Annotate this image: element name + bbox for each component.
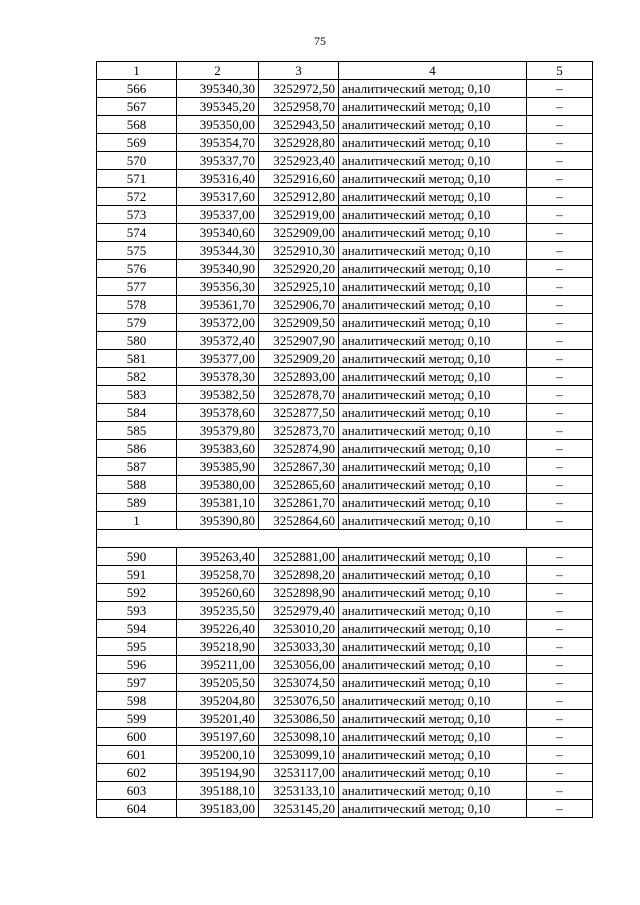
- table-row: [97, 476, 593, 494]
- table-cell: аналитический метод; 0,10: [339, 134, 527, 152]
- table-cell: 3253074,50: [259, 674, 339, 692]
- table-cell: аналитический метод; 0,10: [339, 440, 527, 458]
- table-cell: 3252893,00: [259, 368, 339, 386]
- coordinates-table-body: [97, 62, 593, 818]
- coordinates-table: [96, 61, 593, 818]
- table-row: [97, 242, 593, 260]
- table-cell: аналитический метод; 0,10: [339, 638, 527, 656]
- table-cell: 3252873,70: [259, 422, 339, 440]
- table-cell: 599: [97, 710, 177, 728]
- table-cell: –: [527, 548, 593, 566]
- table-cell: аналитический метод; 0,10: [339, 296, 527, 314]
- table-cell: 577: [97, 278, 177, 296]
- table-cell: 3253033,30: [259, 638, 339, 656]
- table-row: [97, 512, 593, 530]
- table-cell: 581: [97, 350, 177, 368]
- table-cell: 3252925,10: [259, 278, 339, 296]
- table-cell: 3252923,40: [259, 152, 339, 170]
- table-cell: 395337,70: [177, 152, 259, 170]
- table-cell: аналитический метод; 0,10: [339, 224, 527, 242]
- table-cell: 3252928,80: [259, 134, 339, 152]
- table-cell: 3252919,00: [259, 206, 339, 224]
- table-cell: –: [527, 584, 593, 602]
- table-cell: 3252909,50: [259, 314, 339, 332]
- table-cell: аналитический метод; 0,10: [339, 602, 527, 620]
- table-row: [97, 566, 593, 584]
- table-cell: 3252877,50: [259, 404, 339, 422]
- table-cell: 570: [97, 152, 177, 170]
- table-cell: –: [527, 224, 593, 242]
- table-row: [97, 692, 593, 710]
- table-cell: 395260,60: [177, 584, 259, 602]
- table-cell: –: [527, 242, 593, 260]
- table-cell: 580: [97, 332, 177, 350]
- table-cell: аналитический метод; 0,10: [339, 692, 527, 710]
- table-cell: 3253086,50: [259, 710, 339, 728]
- table-row: [97, 602, 593, 620]
- table-row: [97, 710, 593, 728]
- table-row: [97, 116, 593, 134]
- table-cell: 395378,60: [177, 404, 259, 422]
- table-cell: 568: [97, 116, 177, 134]
- table-row: [97, 548, 593, 566]
- table-cell: 600: [97, 728, 177, 746]
- table-cell: 395183,00: [177, 800, 259, 818]
- table-cell: 395354,70: [177, 134, 259, 152]
- table-cell: 395345,20: [177, 98, 259, 116]
- table-cell: 395204,80: [177, 692, 259, 710]
- table-cell: 3253117,00: [259, 764, 339, 782]
- table-cell: 395378,30: [177, 368, 259, 386]
- table-cell: 582: [97, 368, 177, 386]
- table-cell: 3252861,70: [259, 494, 339, 512]
- table-row: [97, 170, 593, 188]
- table-cell: 395372,40: [177, 332, 259, 350]
- table-cell: аналитический метод; 0,10: [339, 620, 527, 638]
- table-cell: аналитический метод; 0,10: [339, 80, 527, 98]
- table-cell: –: [527, 746, 593, 764]
- table-cell: –: [527, 188, 593, 206]
- table-cell: 566: [97, 80, 177, 98]
- table-cell: 395350,00: [177, 116, 259, 134]
- table-row: [97, 494, 593, 512]
- table-cell: 3253076,50: [259, 692, 339, 710]
- table-row: [97, 458, 593, 476]
- table-cell: аналитический метод; 0,10: [339, 800, 527, 818]
- table-row: [97, 638, 593, 656]
- table-cell: 601: [97, 746, 177, 764]
- table-cell: –: [527, 404, 593, 422]
- table-cell: 395379,80: [177, 422, 259, 440]
- table-cell: 395390,80: [177, 512, 259, 530]
- table-cell: 597: [97, 674, 177, 692]
- table-cell: 595: [97, 638, 177, 656]
- table-cell: 1: [97, 512, 177, 530]
- table-row: [97, 764, 593, 782]
- table-cell: 571: [97, 170, 177, 188]
- table-cell: 3253010,20: [259, 620, 339, 638]
- table-cell: аналитический метод; 0,10: [339, 728, 527, 746]
- table-header-row: [97, 62, 593, 80]
- table-cell: 3252881,00: [259, 548, 339, 566]
- table-row: [97, 152, 593, 170]
- table-cell: 395235,50: [177, 602, 259, 620]
- table-cell: 395340,90: [177, 260, 259, 278]
- table-cell: аналитический метод; 0,10: [339, 494, 527, 512]
- table-cell: –: [527, 620, 593, 638]
- table-cell: 395340,60: [177, 224, 259, 242]
- table-row: [97, 800, 593, 818]
- table-row: [97, 296, 593, 314]
- separator-row: [97, 530, 593, 548]
- table-cell: 3252906,70: [259, 296, 339, 314]
- table-cell: 395201,40: [177, 710, 259, 728]
- column-header: 2: [177, 62, 259, 80]
- table-cell: 395263,40: [177, 548, 259, 566]
- table-cell: 588: [97, 476, 177, 494]
- table-cell: 3252878,70: [259, 386, 339, 404]
- table-cell: 604: [97, 800, 177, 818]
- table-cell: аналитический метод; 0,10: [339, 458, 527, 476]
- separator-cell: [97, 530, 593, 548]
- table-cell: –: [527, 458, 593, 476]
- table-cell: аналитический метод; 0,10: [339, 548, 527, 566]
- table-cell: 583: [97, 386, 177, 404]
- table-cell: 579: [97, 314, 177, 332]
- table-row: [97, 224, 593, 242]
- table-row: [97, 314, 593, 332]
- table-cell: 395361,70: [177, 296, 259, 314]
- table-cell: 567: [97, 98, 177, 116]
- table-cell: аналитический метод; 0,10: [339, 674, 527, 692]
- table-row: [97, 584, 593, 602]
- table-cell: 395372,00: [177, 314, 259, 332]
- table-cell: –: [527, 170, 593, 188]
- page-number: 75: [314, 34, 326, 48]
- table-cell: 395258,70: [177, 566, 259, 584]
- table-cell: 395383,60: [177, 440, 259, 458]
- table-cell: –: [527, 764, 593, 782]
- table-cell: 395218,90: [177, 638, 259, 656]
- table-cell: 3252958,70: [259, 98, 339, 116]
- table-cell: –: [527, 368, 593, 386]
- table-cell: –: [527, 98, 593, 116]
- table-cell: аналитический метод; 0,10: [339, 404, 527, 422]
- table-cell: 395380,00: [177, 476, 259, 494]
- table-row: [97, 80, 593, 98]
- table-cell: 395188,10: [177, 782, 259, 800]
- table-cell: аналитический метод; 0,10: [339, 584, 527, 602]
- table-cell: 395211,00: [177, 656, 259, 674]
- table-cell: –: [527, 638, 593, 656]
- table-cell: аналитический метод; 0,10: [339, 764, 527, 782]
- table-cell: –: [527, 134, 593, 152]
- table-cell: 575: [97, 242, 177, 260]
- table-cell: –: [527, 350, 593, 368]
- table-row: [97, 278, 593, 296]
- table-cell: –: [527, 314, 593, 332]
- table-cell: 593: [97, 602, 177, 620]
- table-cell: –: [527, 116, 593, 134]
- table-cell: 3253145,20: [259, 800, 339, 818]
- table-cell: аналитический метод; 0,10: [339, 566, 527, 584]
- table-cell: –: [527, 566, 593, 584]
- table-cell: аналитический метод; 0,10: [339, 476, 527, 494]
- table-cell: 603: [97, 782, 177, 800]
- table-cell: аналитический метод; 0,10: [339, 188, 527, 206]
- table-cell: аналитический метод; 0,10: [339, 314, 527, 332]
- table-cell: –: [527, 278, 593, 296]
- table-cell: 3252864,60: [259, 512, 339, 530]
- table-cell: –: [527, 440, 593, 458]
- table-cell: –: [527, 152, 593, 170]
- table-row: [97, 620, 593, 638]
- table-cell: 3252912,80: [259, 188, 339, 206]
- table-cell: аналитический метод; 0,10: [339, 368, 527, 386]
- table-cell: –: [527, 296, 593, 314]
- table-row: [97, 674, 593, 692]
- table-cell: 395385,90: [177, 458, 259, 476]
- table-cell: 584: [97, 404, 177, 422]
- table-row: [97, 656, 593, 674]
- table-cell: 594: [97, 620, 177, 638]
- table-cell: аналитический метод; 0,10: [339, 98, 527, 116]
- table-cell: 395381,10: [177, 494, 259, 512]
- table-cell: 395337,00: [177, 206, 259, 224]
- table-cell: аналитический метод; 0,10: [339, 242, 527, 260]
- table-cell: 395340,30: [177, 80, 259, 98]
- table-cell: 587: [97, 458, 177, 476]
- table-cell: 598: [97, 692, 177, 710]
- table-cell: 3252907,90: [259, 332, 339, 350]
- table-cell: аналитический метод; 0,10: [339, 206, 527, 224]
- table-cell: аналитический метод; 0,10: [339, 332, 527, 350]
- table-cell: аналитический метод; 0,10: [339, 512, 527, 530]
- table-cell: 3253133,10: [259, 782, 339, 800]
- table-row: [97, 404, 593, 422]
- table-row: [97, 332, 593, 350]
- table-row: [97, 206, 593, 224]
- table-cell: 395197,60: [177, 728, 259, 746]
- column-header: 5: [527, 62, 593, 80]
- table-cell: аналитический метод; 0,10: [339, 782, 527, 800]
- table-cell: 395344,30: [177, 242, 259, 260]
- table-cell: 574: [97, 224, 177, 242]
- table-cell: 573: [97, 206, 177, 224]
- table-cell: 591: [97, 566, 177, 584]
- table-cell: 3252972,50: [259, 80, 339, 98]
- table-cell: 395200,10: [177, 746, 259, 764]
- table-cell: –: [527, 494, 593, 512]
- table-cell: 3252916,60: [259, 170, 339, 188]
- table-cell: 596: [97, 656, 177, 674]
- table-cell: 3252898,90: [259, 584, 339, 602]
- column-header: 3: [259, 62, 339, 80]
- table-cell: 3252979,40: [259, 602, 339, 620]
- table-row: [97, 782, 593, 800]
- table-cell: 586: [97, 440, 177, 458]
- table-cell: 585: [97, 422, 177, 440]
- table-cell: 3252909,20: [259, 350, 339, 368]
- table-cell: –: [527, 710, 593, 728]
- table-cell: аналитический метод; 0,10: [339, 710, 527, 728]
- table-cell: –: [527, 260, 593, 278]
- table-cell: аналитический метод; 0,10: [339, 422, 527, 440]
- table-cell: 3253098,10: [259, 728, 339, 746]
- table-cell: 572: [97, 188, 177, 206]
- table-cell: –: [527, 80, 593, 98]
- table-cell: аналитический метод; 0,10: [339, 746, 527, 764]
- table-row: [97, 260, 593, 278]
- table-cell: аналитический метод; 0,10: [339, 350, 527, 368]
- table-row: [97, 368, 593, 386]
- column-header: 1: [97, 62, 177, 80]
- table-cell: 3252898,20: [259, 566, 339, 584]
- table-row: [97, 422, 593, 440]
- table-row: [97, 746, 593, 764]
- table-cell: 3252909,00: [259, 224, 339, 242]
- table-cell: –: [527, 476, 593, 494]
- table-cell: 395316,40: [177, 170, 259, 188]
- table-cell: 395382,50: [177, 386, 259, 404]
- table-cell: аналитический метод; 0,10: [339, 170, 527, 188]
- table-cell: аналитический метод; 0,10: [339, 260, 527, 278]
- table-cell: 395356,30: [177, 278, 259, 296]
- table-cell: 3252920,20: [259, 260, 339, 278]
- table-cell: 602: [97, 764, 177, 782]
- table-row: [97, 350, 593, 368]
- table-cell: аналитический метод; 0,10: [339, 116, 527, 134]
- table-cell: –: [527, 332, 593, 350]
- table-cell: –: [527, 512, 593, 530]
- table-cell: 3252867,30: [259, 458, 339, 476]
- table-cell: аналитический метод; 0,10: [339, 152, 527, 170]
- table-cell: 592: [97, 584, 177, 602]
- table-cell: –: [527, 800, 593, 818]
- table-cell: 3252874,90: [259, 440, 339, 458]
- table-cell: аналитический метод; 0,10: [339, 656, 527, 674]
- table-cell: 3253099,10: [259, 746, 339, 764]
- table-cell: 589: [97, 494, 177, 512]
- table-row: [97, 728, 593, 746]
- table-row: [97, 188, 593, 206]
- table-cell: 3252943,50: [259, 116, 339, 134]
- table-cell: –: [527, 386, 593, 404]
- table-row: [97, 386, 593, 404]
- table-cell: –: [527, 656, 593, 674]
- table-cell: аналитический метод; 0,10: [339, 278, 527, 296]
- table-cell: –: [527, 674, 593, 692]
- table-cell: 569: [97, 134, 177, 152]
- table-cell: 3252865,60: [259, 476, 339, 494]
- table-row: [97, 440, 593, 458]
- table-cell: –: [527, 692, 593, 710]
- table-cell: –: [527, 422, 593, 440]
- table-cell: аналитический метод; 0,10: [339, 386, 527, 404]
- table-cell: –: [527, 206, 593, 224]
- table-cell: 3253056,00: [259, 656, 339, 674]
- table-cell: 576: [97, 260, 177, 278]
- table-cell: –: [527, 782, 593, 800]
- column-header: 4: [339, 62, 527, 80]
- table-cell: –: [527, 602, 593, 620]
- table-cell: 395194,90: [177, 764, 259, 782]
- table-cell: 3252910,30: [259, 242, 339, 260]
- table-row: [97, 98, 593, 116]
- table-cell: –: [527, 728, 593, 746]
- table-cell: 395317,60: [177, 188, 259, 206]
- table-cell: 395377,00: [177, 350, 259, 368]
- table-cell: 395205,50: [177, 674, 259, 692]
- table-cell: 578: [97, 296, 177, 314]
- table-row: [97, 134, 593, 152]
- table-cell: 590: [97, 548, 177, 566]
- table-cell: 395226,40: [177, 620, 259, 638]
